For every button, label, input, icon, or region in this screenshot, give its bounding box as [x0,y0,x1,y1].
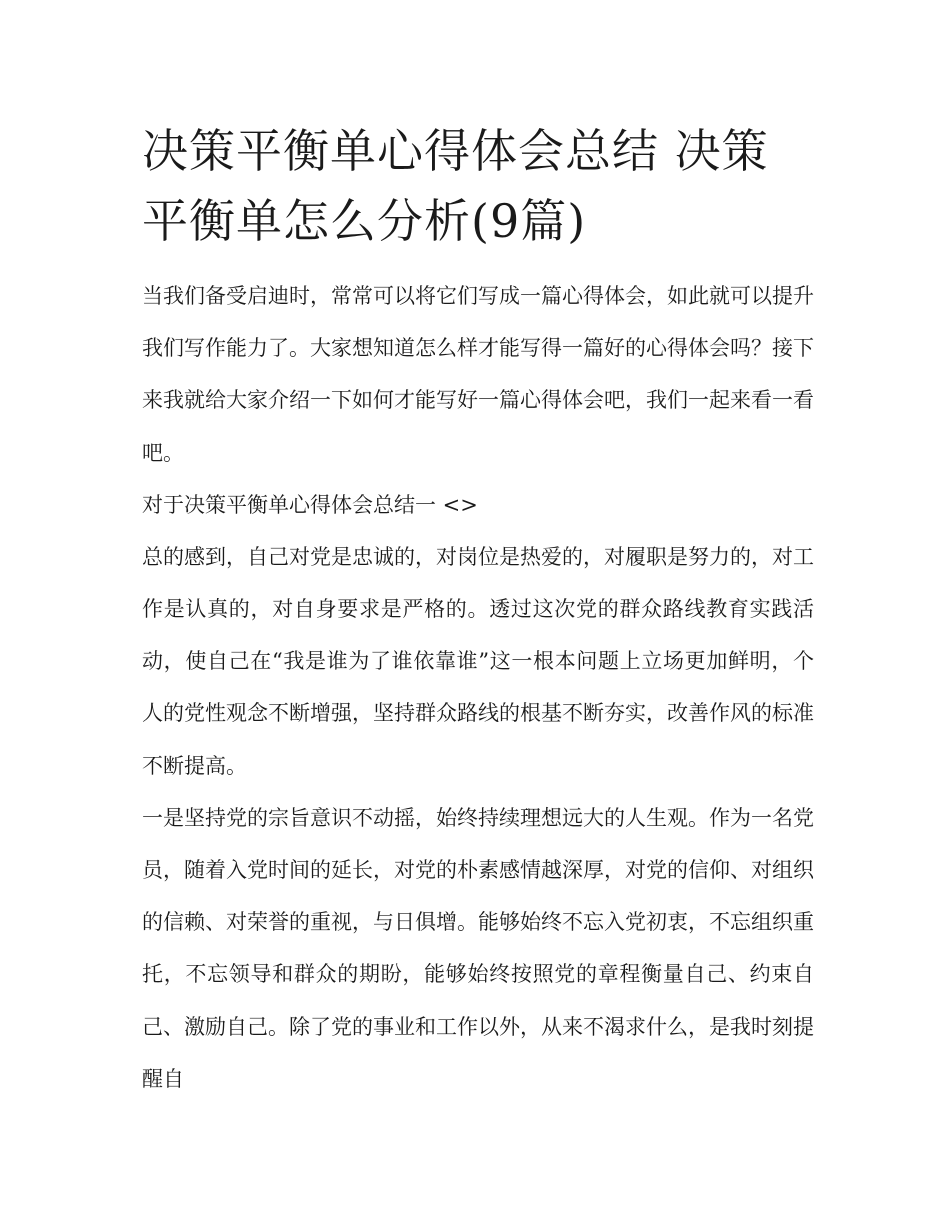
section-heading: 对于决策平衡单心得体会总结一 <> [142,492,478,517]
body-paragraph: 总的感到，自己对党是忠诚的，对岗位是热爱的，对履职是努力的，对工作是认真的，对自身要求是严格的。透过这次党的群众路线教育实践活动，使自己在“我是谁为了谁依靠谁”这一根本问题上立场更加鲜明，个人的党性观念不断增强，坚持群众路线的根基不断夯实，改善作风的标准不断提高。 [142,544,814,778]
document-title: 决策平衡单心得体会总结 决策平衡单怎么分析(9篇) [142,124,769,248]
body-paragraph: 一是坚持党的宗旨意识不动摇，始终持续理想远大的人生观。作为一名党员，随着入党时间的延长，对党的朴素感情越深厚，对党的信仰、对组织的信赖、对荣誉的重视，与日俱增。能够始终不忘入党初衷，不忘组织重托，不忘领导和群众的期盼，能够始终按照党的章程衡量自己、约束自己、激励自己。除了党的事业和工作以外，从来不渴求什么，是我时刻提醒自 [142,805,814,1091]
document-page [142,116,814,1105]
intro-paragraph: 当我们备受启迪时，常常可以将它们写成一篇心得体会，如此就可以提升我们写作能力了。大家想知道怎么样才能写得一篇好的心得体会吗？接下来我就给大家介绍一下如何才能写好一篇心得体会吧，我们一起来看一看吧。 [142,284,814,465]
